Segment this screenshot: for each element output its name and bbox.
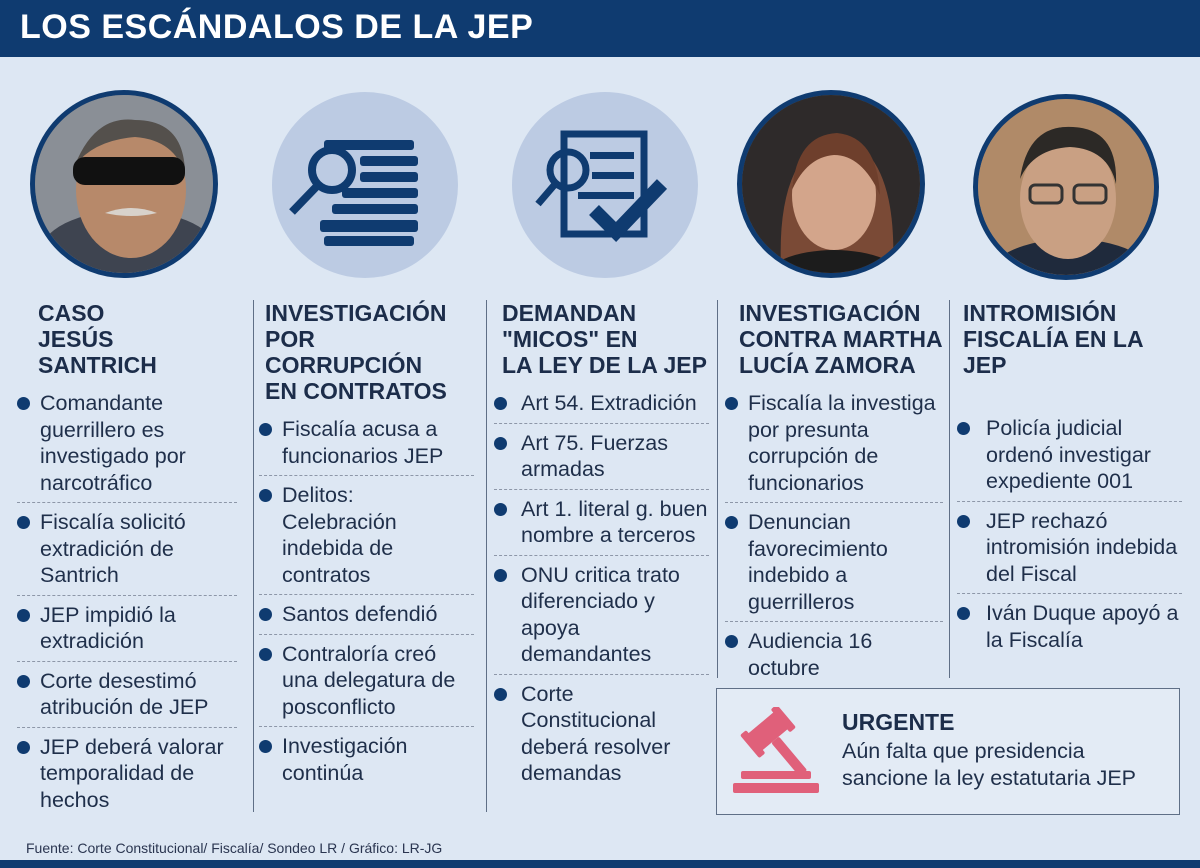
column-title: INVESTIGACIÓN CONTRA MARTHA LUCÍA ZAMORA xyxy=(739,300,943,378)
bullet-icon xyxy=(494,569,507,582)
bullet-icon xyxy=(259,648,272,661)
item-list xyxy=(725,390,943,687)
item-list xyxy=(259,416,474,792)
item-list xyxy=(17,390,237,819)
list-item: Corte Constitucional deberá resolver demandas xyxy=(494,681,709,793)
bullet-icon xyxy=(957,607,970,620)
bullet-icon xyxy=(17,609,30,622)
list-item: JEP impidió la extradición xyxy=(17,602,237,662)
header-bar xyxy=(0,0,1200,57)
urgent-title: URGENTE xyxy=(842,709,955,735)
urgent-text: Aún falta que presidencia sancione la ley estatutaria JEP xyxy=(842,739,1136,790)
column-santrich xyxy=(17,300,237,825)
column-divider xyxy=(486,300,487,812)
bullet-icon xyxy=(725,635,738,648)
list-item: ONU critica trato diferenciado y apoya demandantes xyxy=(494,562,709,675)
list-item: Comandante guerrillero es investigado por narcotráfico xyxy=(17,390,237,503)
bullet-icon xyxy=(17,741,30,754)
column-martha-lucia-zamora xyxy=(725,300,943,693)
list-item: Policía judicial ordenó investigar expediente 001 xyxy=(957,415,1182,502)
column-title: DEMANDAN "MICOS" EN LA LEY DE LA JEP xyxy=(502,300,707,378)
page-title: LOS ESCÁNDALOS DE LA JEP xyxy=(20,8,534,46)
column-micos-ley-jep xyxy=(494,300,709,799)
list-item: Audiencia 16 octubre xyxy=(725,628,943,687)
bullet-icon xyxy=(259,740,272,753)
urgent-box xyxy=(716,688,1180,815)
column-divider xyxy=(717,300,718,678)
column-divider xyxy=(253,300,254,812)
column-title: INVESTIGACIÓN POR CORRUPCIÓN EN CONTRATOS xyxy=(265,300,447,404)
list-item: Fiscalía acusa a funcionarios JEP xyxy=(259,416,474,476)
list-item: Fiscalía solicitó extradición de Santrich xyxy=(17,509,237,596)
source-note: Fuente: Corte Constitucional/ Fiscalía/ Sondeo LR / Gráfico: LR-JG xyxy=(26,840,443,856)
photo-man-sunglasses xyxy=(30,90,218,278)
photo-woman xyxy=(737,90,925,278)
list-item: Contraloría creó una delegatura de posconflicto xyxy=(259,641,474,728)
list-item: Art 1. literal g. buen nombre a terceros xyxy=(494,496,709,556)
list-item: JEP rechazó intromisión indebida del Fiscal xyxy=(957,508,1182,595)
list-item: Denuncian favorecimiento indebido a guerrilleros xyxy=(725,509,943,622)
bullet-icon xyxy=(725,397,738,410)
document-check-icon xyxy=(512,92,698,278)
bullet-icon xyxy=(494,503,507,516)
list-item: Fiscalía la investiga por presunta corrupción de funcionarios xyxy=(725,390,943,503)
column-title: INTROMISIÓN FISCALÍA EN LA JEP xyxy=(963,300,1143,378)
list-item: Iván Duque apoyó a la Fiscalía xyxy=(957,600,1182,659)
bottom-bar xyxy=(0,860,1200,868)
bullet-icon xyxy=(494,437,507,450)
list-item: Delitos: Celebración indebida de contratos xyxy=(259,482,474,595)
bullet-icon xyxy=(957,422,970,435)
list-item: Art 54. Extradición xyxy=(494,390,709,424)
item-list xyxy=(494,390,709,793)
bullet-icon xyxy=(494,397,507,410)
column-intromision-fiscalia xyxy=(957,300,1182,665)
bullet-icon xyxy=(17,397,30,410)
column-corrupcion-contratos xyxy=(259,300,474,798)
list-item: Santos defendió xyxy=(259,601,474,635)
list-item: Investigación continúa xyxy=(259,733,474,792)
bullet-icon xyxy=(725,516,738,529)
bullet-icon xyxy=(259,489,272,502)
bullet-icon xyxy=(17,516,30,529)
list-item: JEP deberá valorar temporalidad de hechos xyxy=(17,734,237,820)
photo-man-glasses xyxy=(973,94,1159,280)
list-item: Art 75. Fuerzas armadas xyxy=(494,430,709,490)
bullet-icon xyxy=(17,675,30,688)
magnifier-documents-icon xyxy=(272,92,458,278)
gavel-icon xyxy=(727,707,827,797)
list-item: Corte desestimó atribución de JEP xyxy=(17,668,237,728)
column-title: CASO JESÚS SANTRICH xyxy=(38,300,157,378)
column-divider xyxy=(949,300,950,678)
bullet-icon xyxy=(259,423,272,436)
bullet-icon xyxy=(494,688,507,701)
item-list xyxy=(957,415,1182,659)
bullet-icon xyxy=(259,608,272,621)
bullet-icon xyxy=(957,515,970,528)
